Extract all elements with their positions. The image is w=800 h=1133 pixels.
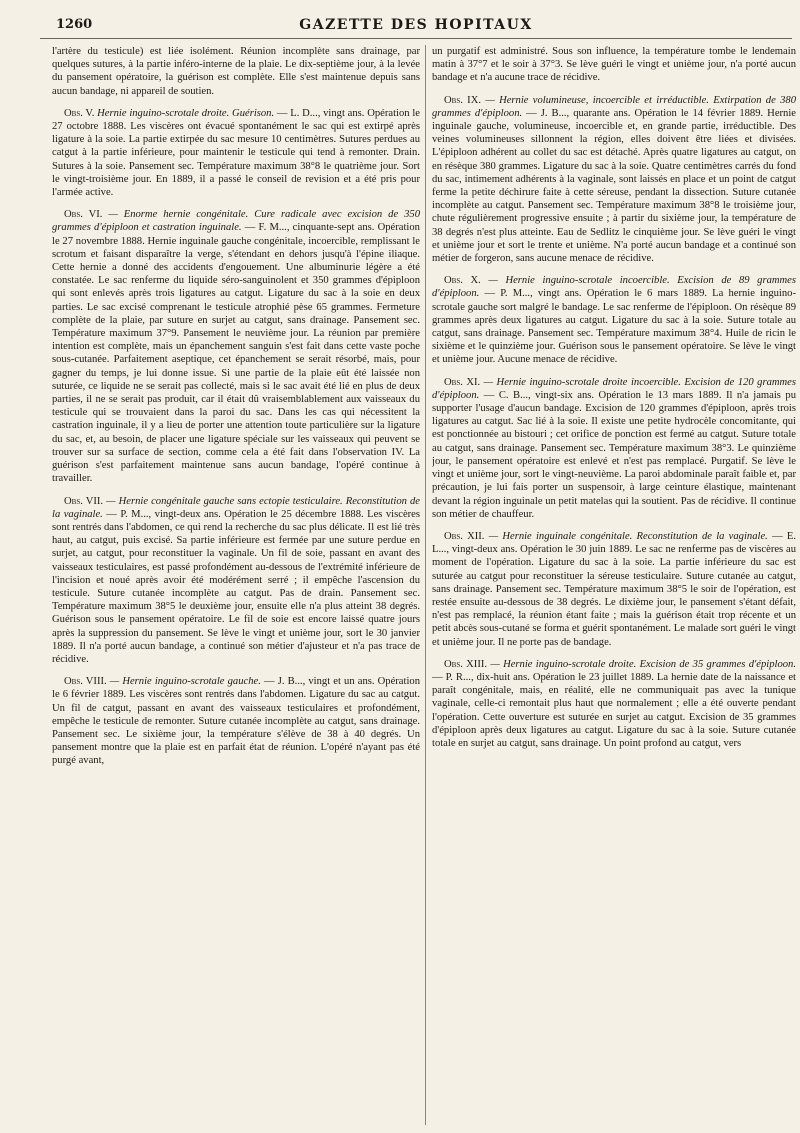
observation-paragraph xyxy=(432,274,796,366)
observation-paragraph xyxy=(52,107,420,199)
observation-paragraph xyxy=(52,675,420,767)
observation-title: — Hernie inguino-scrotale droite. Excision de 35 grammes d'épiploon. xyxy=(490,658,796,670)
page-number: 1260 xyxy=(56,17,93,32)
journal-title: GAZETTE DES HOPITAUX xyxy=(299,17,533,33)
observation-text: — J. B..., quarante ans. Opération le 14 février 1889. Hernie inguinale gauche, volumineuse, incoercible et, en grande partie, irréductible. Des veines volumineuses sillonnent la région, elles doivent être liées et divisées. L'épiploon adhérent au collet du sac est détaché. Après quatre ligatures au catgut, on en résèque 380 grammes. Ligature du sac à la soie. Quatre centimètres carrés du fond du sac, intimement adhérents à la vaginale, sont laissés en place et un point de catgut ferme la petite déchirure faite à cette séreuse, pendant la dissection. Suture cutanée incomplète au catgut. Pansement sec. Température maximum 38°8 le troisième jour, chute régulièrement progressive ensuite ; à partir du sixième jour, la température de 38 degrés n'est plus atteinte. Eau de Sedlitz le cinquième jour. Se lève guéri le vingt et unième jour et sort le trente et unième. N'a porté aucun bandage et a continué son métier de forgeron, sans aucune menace de récidive. xyxy=(432,107,796,265)
observation-title: — Hernie inguinale congénitale. Reconstitution de la vaginale. xyxy=(488,530,768,542)
observation-label: Obs. XI. xyxy=(444,376,481,388)
observation-title: — Hernie inguino-scrotale droite incoercible. Excision de 120 grammes d'épiploon. xyxy=(432,376,796,401)
observation-label: Obs. VII. xyxy=(64,495,104,507)
observation-label: Obs. XII. xyxy=(444,530,485,542)
observation-text: — F. M..., cinquante-sept ans. Opération le 27 novembre 1888. Hernie inguinale gauche congénitale, incoercible, remplissant le scrotum et faisant disparaître la verge, s'étendant en dehors jusqu'à l'épine iliaque. Cette hernie a donné des accidents d'engouement. Une albuminurie légère a été constatée. Le sac renferme du liquide séro-sanguinolent et 350 grammes d'épiploon qui sont enlevés après trois ligatures au catgut. Ligature du sac à la soie en deux parties. Le sac excisé comprenant le testicule atrophié pèse 65 grammes. Fermeture complète de la plaie, par suture en surjet au catgut, sans drainage. Pansement sec. Température maximum 37°9. Pansement le neuvième jour. La réunion par première intention est complète, mais un épanchement sanguin s'est fait dans cette vaste poche sous-cutanée. Parfaitement aseptique, cet épanchement se serait résorbé, mais, pour gagner du temps, je lui donne issue. Si une partie de la plaie eût été laissée non suturée, ce liquide ne se serait pas collecté, mais si le sac avait été lié en plus de deux parties, il ne se serait pas produit, car il était dû vraisemblablement aux vaisseaux du testicule qui se trouvaient dans la paroi du sac. Dans les cas qui nécessitent la castration inguinale, il y a lieu de porter une attention toute particulière sur la ligature du sac, et, au besoin, de placer une ligature spéciale sur les vaisseaux qui peuvent se trouver sur sa surface de section, comme cela a été fait dans l'observation IV. La guérison s'est parfaitement maintenue sans aucun bandage, l'opéré continue à travailler. xyxy=(52,222,420,485)
observation-paragraph xyxy=(432,658,796,750)
column-divider xyxy=(425,45,426,1125)
observation-text: — C. B..., vingt-six ans. Opération le 13 mars 1889. Il n'a jamais pu supporter l'usage d'aucun bandage. Excision de 120 grammes d'épiploon, après trois ligatures au catgut. Sac lié à la soie. Il existe une petite hydrocèle concomitante, qui est ponctionnée au bistouri ; cet orifice de ponction est fermé au catgut. Suture totale au catgut, sans drainage. Pansement sec. Température maximum 38°3. Le quinzième jour, le pansement opératoire est enlevé et n'est pas remplacé. Purgatif. Se lève le vingt et unième jour, sort le vingt-neuvième. La paroi abdominale paraît faible et, par précaution, je lui fais porter un suspensoir, à large ceinture élastique, maintenant devant la région inguinale un petit matelas qui la soutient. Pas de récidive. Il continue son métier de chauffeur. xyxy=(432,389,796,520)
observation-text: — J. B..., vingt et un ans. Opération le 6 février 1889. Les viscères sont rentrés dans l'abdomen. Ligature du sac au catgut. Un fil de catgut, passant en avant des vaisseaux testiculaires et profondément, empêche le testicule de remonter. Suture cutanée incomplète au catgut, sans drainage. Pansement sec. Le sixième jour, la température s'élève de 38 à 40 degrés. Un pansement montre que la plaie est en parfait état de réunion. L'opéré n'ayant pas été purgé avant, xyxy=(52,676,420,767)
right-column xyxy=(432,45,796,1127)
observation-title: — Hernie volumineuse, incoercible et irréductible. Extirpation de 380 grammes d'épiploon. xyxy=(432,94,796,119)
observation-text: — P. M..., vingt-deux ans. Opération le 25 décembre 1888. Les viscères sont rentrés dans l'abdomen, ce qui rend la recherche du sac plus délicate. Il est lié très haut, au catgut, puis excisé. Sa partie inférieure est fermée par une suture perdue en surjet, au catgut, pour reconstituer la vaginale. Un fil de soie, passant en avant des vaisseaux testiculaires, est passé profondément au-dessous de l'extrémité inférieure de l'incision et noué après avoir été modérément serré ; il empêche l'ascension du testicule. Suture cutanée incomplète au catgut. Pas de drain. Pansement sec. Température maximum 38°5 le deuxième jour, ensuite elle n'a plus atteint 38 degrés. Guérison sous le pansement opératoire. Le fil de soie est encore laissé quatre jours après la suppression du pansement. Se lève le vingt et unième jour, sort le 30 janvier 1889. Il n'a porté aucun bandage, a continué son métier d'ajusteur et n'a pas trace de récidive. xyxy=(52,508,420,665)
observation-title: — Hernie congénitale gauche sans ectopie testiculaire. Reconstitution de la vaginale. xyxy=(52,495,420,520)
page-header xyxy=(40,14,792,39)
observation-label: Obs. VIII. xyxy=(64,676,107,688)
observation-title: — Hernie inguino-scrotale incoercible. Excision de 89 grammes d'épiploon. xyxy=(432,275,796,300)
observation-label: Obs. XIII. xyxy=(444,658,488,670)
observation-label: Obs. VI. xyxy=(64,209,103,221)
observation-title: Hernie inguino-scrotale droite. Guérison. xyxy=(97,107,275,119)
observation-title: — Enorme hernie congénitale. Cure radicale avec excision de 350 grammes d'épiploon et castration inguinale. xyxy=(52,209,420,234)
observation-label: Obs. V. xyxy=(64,107,95,119)
observation-title: — Hernie inguino-scrotale gauche. xyxy=(109,676,261,688)
observation-paragraph xyxy=(432,376,796,521)
observation-text: — E. L..., vingt-deux ans. Opération le 30 juin 1889. Le sac ne renferme pas de viscères au moment de l'opération. Ligature du sac à la soie. La partie inférieure du sac est suturée au catgut pour reconstituer la séreuse testiculaire. Suture cutanée au catgut, sans drainage. Pansement sec. Température maximum 38°5 le soir de l'opération, est restée ensuite au-dessous de 38 degrés. Le dixième jour, le pansement s'étant défait, n'est pas remplacé, la réunion étant faite ; mais la guérison était trop récente et un petit abcès sous-cutané se forma et guérit spontanément. Le malade sort guéri le vingt et unième jour. Il ne porte pas de bandage. xyxy=(432,530,796,648)
observation-paragraph xyxy=(432,530,796,649)
continuation-paragraph: un purgatif est administré. Sous son influence, la température tombe le lendemain matin à 37°7 et le soir à 37°3. Se lève guéri le vingt et unième jour, n'a porté aucun bandage et n'a aucune trace de récidive. xyxy=(432,46,796,84)
continuation-paragraph: l'artère du testicule) est liée isolément. Réunion incomplète sans drainage, par quelques sutures, à la partie inféro-interne de la plaie. Le dix-septième jour, à la levée du pansement opératoire, la guérison est complète. Elle s'est maintenue depuis sans aucun bandage, ni appareil de soutien. xyxy=(52,46,420,97)
observation-text: — P. R..., dix-huit ans. Opération le 23 juillet 1889. La hernie date de la naissance et paraît congénitale, mais, en réalité, elle ne communiquait pas avec la tunique vaginale, celle-ci remontait plus haut que normalement ; elle a été ouverte pendant l'opération. Cette ouverture est suturée en surjet au catgut. Excision de 35 grammes d'épiploon après deux ligatures au catgut. Ligature du sac à la soie. Suture cutanée totale en surjet au catgut, sans drainage. Un point profond au catgut, vers xyxy=(432,671,796,749)
observation-paragraph xyxy=(432,94,796,266)
observation-text: — P. M..., vingt ans. Opération le 6 mars 1889. La hernie inguino-scrotale gauche sort malgré le bandage. Le sac renferme de l'épiploon. On résèque 89 grammes après deux ligatures au catgut. Ligature du sac à la soie. Suture totale au catgut, sans drainage. Pansement sec. Température maximum 38°4. Huile de ricin le sixième et le quinzième jour. Guérison sous le pansement opératoire. Se lève le vingt et unième jour. Aucune menace de récidive. xyxy=(432,288,796,366)
observation-paragraph xyxy=(52,208,420,485)
left-column xyxy=(52,45,420,1127)
observation-label: Obs. IX. xyxy=(444,94,482,106)
observation-label: Obs. X. xyxy=(444,275,481,287)
observation-paragraph xyxy=(52,495,420,667)
observation-text: — L. D..., vingt ans. Opération le 27 octobre 1888. Les viscères ont évacué spontanément le sac qui est extirpé après ligature à la soie. La partie extirpée du sac mesure 10 centimètres. Sutures perdues au catgut à la partie inférieure, pour maintenir le testicule qui tend à remonter. Drain. Sutures à la soie. Pansement sec. Température maximum 38°8 le quatrième jour. Sort le vingt-troisième jour. En 1889, il a passé le conseil de revision et a été pris pour l'armée active. xyxy=(52,107,420,199)
